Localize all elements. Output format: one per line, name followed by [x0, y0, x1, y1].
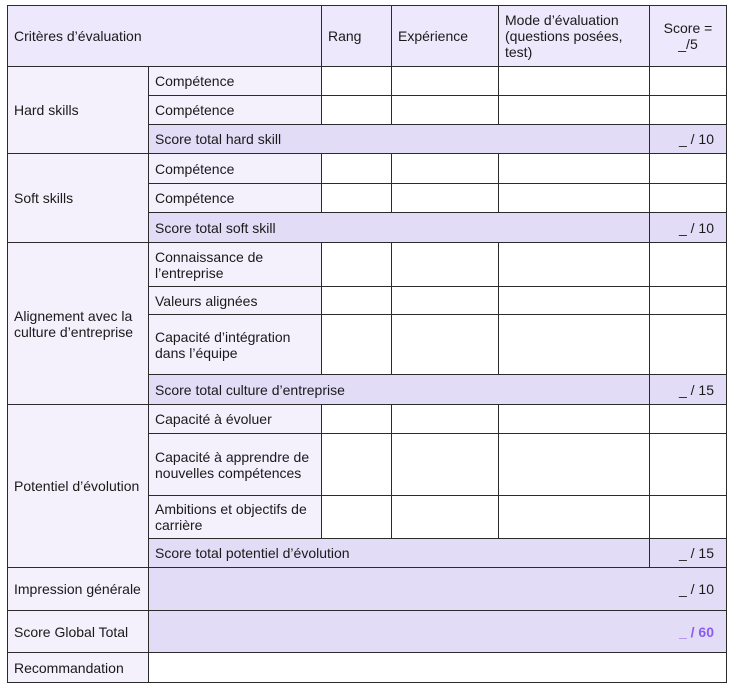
criterion-label: Ambitions et objectifs de carrière	[149, 496, 322, 539]
mode-cell[interactable]	[499, 405, 650, 434]
total-hard-skill-score[interactable]: _ / 10	[650, 125, 727, 154]
rank-cell[interactable]	[322, 184, 392, 213]
experience-cell[interactable]	[392, 96, 499, 125]
mode-cell[interactable]	[499, 496, 650, 539]
rank-cell[interactable]	[322, 67, 392, 96]
total-hard-skill-label: Score total hard skill	[149, 125, 650, 154]
category-culture: Alignement avec la culture d’entreprise	[8, 243, 149, 405]
rank-cell[interactable]	[322, 496, 392, 539]
criterion-label: Connaissance de l’entreprise	[149, 243, 322, 287]
criterion-label: Compétence	[149, 96, 322, 125]
category-soft-skills: Soft skills	[8, 154, 149, 243]
criterion-label: Valeurs alignées	[149, 287, 322, 315]
impression-label: Impression générale	[8, 568, 149, 611]
rank-cell[interactable]	[322, 434, 392, 496]
mode-cell[interactable]	[499, 243, 650, 287]
criterion-label: Capacité à évoluer	[149, 405, 322, 434]
mode-cell[interactable]	[499, 315, 650, 375]
global-score-label: Score Global Total	[8, 611, 149, 653]
criterion-label: Capacité à apprendre de nouvelles compétences	[149, 434, 322, 496]
evaluation-grid	[7, 5, 727, 683]
score-cell[interactable]	[650, 154, 727, 184]
total-culture-score[interactable]: _ / 15	[650, 375, 727, 405]
criterion-label: Capacité d’intégration dans l’équipe	[149, 315, 322, 375]
mode-cell[interactable]	[499, 154, 650, 184]
rank-cell[interactable]	[322, 287, 392, 315]
rank-cell[interactable]	[322, 405, 392, 434]
rank-cell[interactable]	[322, 243, 392, 287]
score-cell[interactable]	[650, 434, 727, 496]
rank-cell[interactable]	[322, 315, 392, 375]
score-cell[interactable]	[650, 315, 727, 375]
experience-cell[interactable]	[392, 287, 499, 315]
score-cell[interactable]	[650, 67, 727, 96]
category-hard-skills: Hard skills	[8, 67, 149, 154]
score-cell[interactable]	[650, 184, 727, 213]
experience-cell[interactable]	[392, 434, 499, 496]
total-soft-skill-label: Score total soft skill	[149, 213, 650, 243]
criterion-label: Compétence	[149, 154, 322, 184]
experience-cell[interactable]	[392, 243, 499, 287]
impression-score[interactable]: _ / 10	[149, 568, 727, 611]
experience-cell[interactable]	[392, 67, 499, 96]
rank-cell[interactable]	[322, 154, 392, 184]
score-cell[interactable]	[650, 96, 727, 125]
recommendation-label: Recommandation	[8, 653, 149, 683]
header-criteria: Critères d’évaluation	[8, 6, 322, 67]
mode-cell[interactable]	[499, 434, 650, 496]
score-cell[interactable]	[650, 496, 727, 539]
header-score: Score = _/5	[650, 6, 727, 67]
score-cell[interactable]	[650, 243, 727, 287]
total-evolution-label: Score total potentiel d’évolution	[149, 539, 650, 568]
header-experience: Expérience	[392, 6, 499, 67]
mode-cell[interactable]	[499, 67, 650, 96]
mode-cell[interactable]	[499, 96, 650, 125]
recommendation-field[interactable]	[149, 653, 727, 683]
total-evolution-score[interactable]: _ / 15	[650, 539, 727, 568]
category-evolution: Potentiel d’évolution	[8, 405, 149, 568]
header-rank: Rang	[322, 6, 392, 67]
score-cell[interactable]	[650, 287, 727, 315]
criterion-label: Compétence	[149, 184, 322, 213]
global-score-value[interactable]: _ / 60	[149, 611, 727, 653]
header-mode: Mode d’évaluation (questions posées, test)	[499, 6, 650, 67]
score-cell[interactable]	[650, 405, 727, 434]
total-culture-label: Score total culture d’entreprise	[149, 375, 650, 405]
mode-cell[interactable]	[499, 287, 650, 315]
experience-cell[interactable]	[392, 154, 499, 184]
experience-cell[interactable]	[392, 315, 499, 375]
mode-cell[interactable]	[499, 184, 650, 213]
total-soft-skill-score[interactable]: _ / 10	[650, 213, 727, 243]
experience-cell[interactable]	[392, 496, 499, 539]
criterion-label: Compétence	[149, 67, 322, 96]
experience-cell[interactable]	[392, 405, 499, 434]
rank-cell[interactable]	[322, 96, 392, 125]
experience-cell[interactable]	[392, 184, 499, 213]
